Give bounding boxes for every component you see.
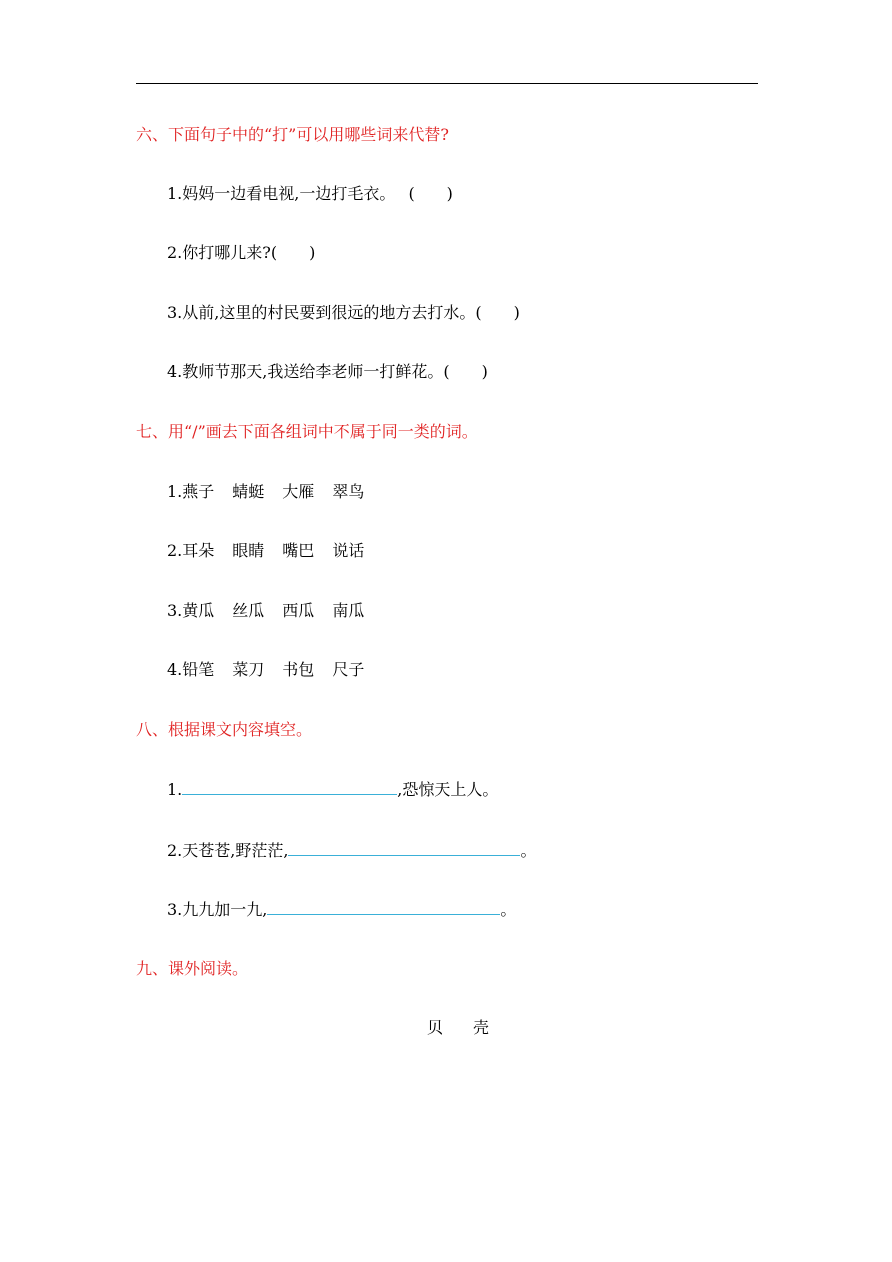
word: 耳朵 [182,541,215,560]
fill-prefix: 2.天苍苍,野茫茫, [167,841,289,860]
word: 南瓜 [332,601,365,620]
answer-blank[interactable] [182,780,397,795]
section-7-heading: 七、用“/”画去下面各组词中不属于同一类的词。 [136,422,478,441]
word: 眼睛 [232,541,265,560]
top-rule [136,83,758,84]
word: 燕子 [182,482,215,501]
answer-blank[interactable] [267,900,500,915]
section-6-item-4: 4.教师节那天,我送给李老师一打鲜花。( ) [167,362,488,381]
section-6-heading: 六、下面句子中的“打”可以用哪些词来代替? [136,125,449,144]
word: 西瓜 [282,601,315,620]
reading-title: 贝壳 [427,1018,520,1037]
fill-blank-2 [167,841,536,861]
word: 黄瓜 [182,601,215,620]
group-number: 1. [167,482,183,501]
section-6-item-3: 3.从前,这里的村民要到很远的地方去打水。( ) [167,303,520,322]
section-8-heading: 八、根据课文内容填空。 [136,720,313,739]
word: 说话 [332,541,365,560]
group-number: 3. [167,601,183,620]
fill-blank-3 [167,900,516,920]
fill-blank-1 [167,780,498,800]
word-group-4 [167,660,382,680]
fill-suffix: 。 [500,900,517,919]
word: 丝瓜 [232,601,265,620]
group-number: 2. [167,541,183,560]
word: 尺子 [332,660,365,679]
word: 翠鸟 [332,482,365,501]
word: 嘴巴 [282,541,315,560]
group-number: 4. [167,660,183,679]
section-6-item-1: 1.妈妈一边看电视,一边打毛衣。 ( ) [167,184,453,203]
answer-blank[interactable] [288,841,520,856]
word: 书包 [282,660,315,679]
word-group-3 [167,601,382,621]
word: 铅笔 [182,660,215,679]
word-group-1 [167,482,382,502]
fill-prefix: 3.九九加一九, [167,900,268,919]
fill-prefix: 1. [167,780,183,799]
fill-suffix: 。 [520,841,537,860]
section-6-item-2: 2.你打哪儿来?( ) [167,243,316,262]
word-group-2 [167,541,382,561]
word: 菜刀 [232,660,265,679]
word: 大雁 [282,482,315,501]
word: 蜻蜓 [232,482,265,501]
section-9-heading: 九、课外阅读。 [136,959,249,978]
fill-suffix: ,恐惊天上人。 [397,780,499,799]
